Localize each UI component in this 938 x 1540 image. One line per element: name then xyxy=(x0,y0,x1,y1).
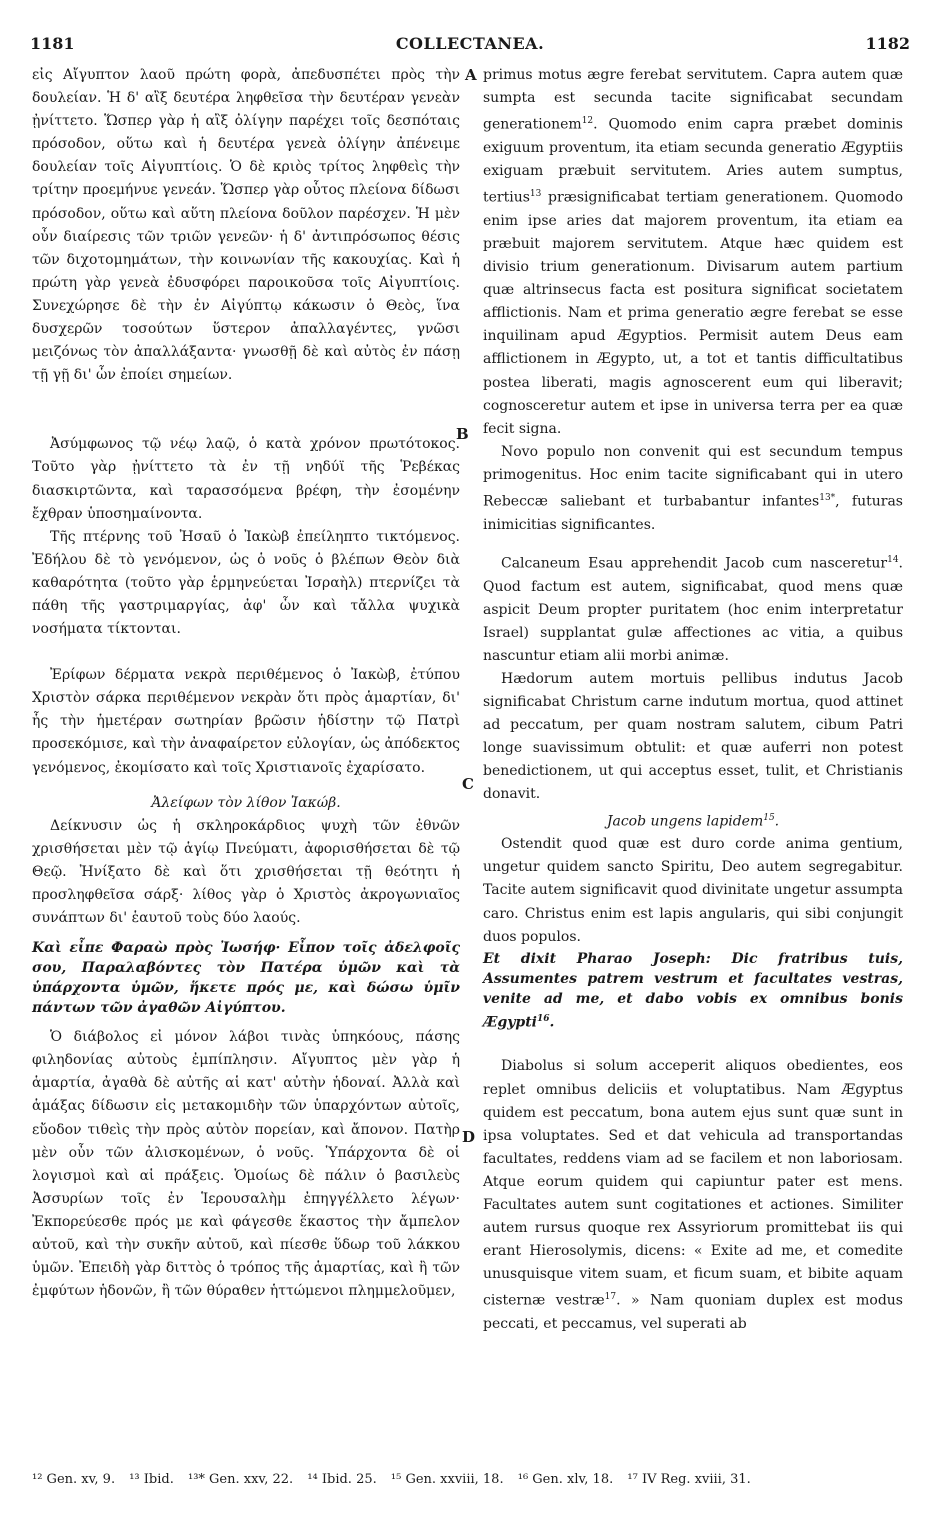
page-header xyxy=(30,34,910,64)
right-page-number: 1182 xyxy=(865,34,910,53)
greek-section-title: Ἀλείφων τὸν λίθον Ἰακώβ. xyxy=(151,794,341,811)
footnote-ref: 17 xyxy=(604,1292,617,1303)
footnote-17: ¹⁷ IV Reg. xviii, 31. xyxy=(627,1472,751,1487)
greek-paragraph-2: Ἀσύμφωνος τῷ νέῳ λαῷ, ὁ κατὰ χρόνον πρωτότοκος. Τοῦτο γὰρ ᾐνίττετο τὰ ἐν τῇ νηδύϊ τῆς Ῥεβέκας διασκιρτῶντα, καὶ ταρασσόμενα βρέφη, τὴν ἐσομένην ἔχθραν ὑποσημαίνοντα. xyxy=(32,436,460,522)
section-marker-a: A xyxy=(465,66,477,84)
footnote-ref: 14 xyxy=(887,554,899,565)
footnote-14: ¹⁴ Ibid. 25. xyxy=(307,1472,377,1487)
greek-paragraph-6: Ὁ διάβολος εἰ μόνον λάβοι τινὰς ὑπηκόους, πάσης φιληδονίας αὐτοὺς ἐμπίπλησιν. Αἴγυπτος μὲν γὰρ ἡ ἁμαρτία, ἀγαθὰ δὲ αὐτῆς αἱ κατ' αὐτὴν ἡδοναί. Ἀλλὰ καὶ ἁμάξας δίδωσιν εἰς μετακομιδὴν τῶν ὑπαρχόντων αὐτοῖς, εὔοδον τιθεὶς τὴν πρὸς αὐτὸν πορείαν, καὶ ἄπονον. Πατὴρ μὲν οὖν τῶν ἁλισκομένων, ὁ νοῦς. Ὑπάρχοντα δὲ οἱ λογισμοὶ καὶ αἱ πράξεις. Ὁμοίως δὲ πάλιν ὁ βασιλεὺς Ἀσσυρίων τοῖς ἐν Ἱερουσαλὴμ ἐπηγγέλλετο λέγων· Ἐκπορεύεσθε πρός με καὶ φάγεσθε ἕκαστος τὴν ἄμπελον αὐτοῦ, καὶ τὴν συκῆν αὐτοῦ, καὶ πίεσθε ὕδωρ τοῦ λάκκου ὑμῶν. Ἐπειδὴ γὰρ διττὸς ὁ τρόπος τῆς ἁμαρτίας, καὶ ἢ τῶν ἐμφύτων ἡδονῶν, ἢ τῶν θύραθεν ἡττώμενοι πλημμελοῦμεν, xyxy=(32,1029,460,1300)
footnote-16: ¹⁶ Gen. xlv, 18. xyxy=(517,1472,614,1487)
latin-paragraph-6: Diabolus si solum acceperit aliquos obedientes, eos replet omnibus deliciis et voluptatibus. Nam Ægyptus quidem est peccatum, bona autem ejus sunt quæ sunt in ipsa voluptates. Sed et dat vehicula ad transportandas facultates, reddens viam ad se facilem et non laboriosam. Atque eorum quidem qui capiuntur pater est mens. Facultates autem sunt cogitationes et actiones. Similiter autem rursus quoque rex Assyriorum promittebat iis qui erant Hierosolymis, dicens: « Exite ad me, et comedite unusquisque vitem suam, et ficum suam, et bibite aquam cisternæ vestræ$^{17}$. » Nam quoniam duplex est modus peccati, et peccamus, vel superati ab xyxy=(483,1058,903,1333)
section-marker-b: B xyxy=(456,425,469,443)
footnote-12: ¹² Gen. xv, 9. xyxy=(32,1472,116,1487)
latin-paragraph-3: Calcaneum Esau apprehendit Jacob cum nasceretur$^{14}$. Quod factum est autem, significabat, quod mens quæ aspicit Deum propter puritatem (hoc enim interpretatur Israel) supplantat gulæ affectiones ac vitia, a quibus nascuntur etiam alii morbi animæ. xyxy=(483,554,903,664)
latin-column xyxy=(483,64,903,1336)
footnote-15: ¹⁵ Gen. xxviii, 18. xyxy=(390,1472,504,1487)
latin-paragraph-2: Novo populo non convenit qui est secundum tempus primogenitus. Hoc enim tacite significabant qui in utero Rebeccæ saliebant et turbabantur infantes$^{13*}$, futuras inimicitias significantes. xyxy=(483,443,903,533)
latin-paragraph-5: Ostendit quod quæ est duro corde anima gentium, ungetur quidem sancto Spiritu, Deo autem segregabitur. Tacite autem significavit quod divinitate ungetur assumpta caro. Christus enim est lapis angularis, qui sibi conjungit duos populos. xyxy=(483,836,903,945)
latin-paragraph-4: Hædorum autem mortuis pellibus indutus Jacob significabat Christum carne indutum mortua, quod attinet ad peccatum, per quam nostram salutem, cibum Patri longe suavissimum obtulit: et quæ auferri non potest benedictionem, ut qui acceptus esset, tulit, et Christianis donavit. xyxy=(483,670,903,803)
section-marker-c: C xyxy=(462,775,474,793)
greek-scripture-quote: Καὶ εἶπε Φαραὼ πρὸς Ἰωσήφ· Εἶπον τοῖς ἀδελφοῖς σου, Παραλαβόντες τὸν Πατέρα ὑμῶν καὶ τὰ ὑπάρχοντα ὑμῶν, ἥκετε πρός με, καὶ δώσω ὑμῖν πάντων τῶν ἀγαθῶν Αἰγύπτου. xyxy=(32,940,460,1017)
footnote-ref: 15 xyxy=(763,812,775,823)
greek-paragraph-5: Δείκνυσιν ὡς ἡ σκληροκάρδιος ψυχὴ τῶν ἐθνῶν χρισθήσεται μὲν τῷ ἁγίῳ Πνεύματι, ἀφορισθήσεται δὲ τῷ Θεῷ. Ἠνίξατο δὲ καὶ ὅτι χρισθήσεται τῇ θεότητι ἡ προσληφθεῖσα σάρξ· λίθος γὰρ ὁ Χριστὸς ἀκρογωνιαῖος συνάπτων δι' ἑαυτοῦ τοὺς δύο λαούς. xyxy=(32,817,460,927)
footnote-ref: 16 xyxy=(536,1013,550,1024)
footnote-ref: 13 xyxy=(529,189,542,200)
latin-scripture-quote: Et dixit Pharao Joseph: Dic fratribus tuis, Assumentes patrem vestrum et facultates vestras, venite ad me, et dabo vobis ex omnibus bonis Ægypti$^{16}$. xyxy=(483,950,903,1031)
footnote-ref: 13* xyxy=(819,493,836,503)
greek-paragraph-4: Ἐρίφων δέρματα νεκρὰ περιθέμενος ὁ Ἰακὼβ, ἐτύπου Χριστὸν σάρκα περιθέμενον νεκρὰν ὅτι πρὸς ἁμαρτίαν, δι' ἧς τὴν ἡμετέραν σωτηρίαν βρῶσιν ἡδίστην τῷ Πατρὶ προσεκόμισε, καὶ τὴν ἀναφαίρετον εὐλογίαν, ὡς ἀπόδεκτος γενόμενος, ἐκομίσατο καὶ τοῖς Χριστιανοῖς ἐχαρίσατο. xyxy=(32,667,460,776)
footnote-13-star: ¹³* Gen. xxv, 22. xyxy=(187,1472,294,1487)
footnotes xyxy=(32,1470,912,1489)
running-title: COLLECTANEA. xyxy=(395,34,545,53)
footnote-13: ¹³ Ibid. xyxy=(129,1472,174,1487)
footnote-ref: 12 xyxy=(581,116,594,127)
latin-section-title: Jacob ungens lapidem$^{15}$. xyxy=(606,812,780,830)
greek-paragraph-3: Τῆς πτέρνης τοῦ Ἠσαῦ ὁ Ἰακὼβ ἐπείληπτο τικτόμενος. Ἐδήλου δὲ τὸ γενόμενον, ὡς ὁ νοῦς ὁ βλέπων Θεὸν διὰ καθαρότητα (τοῦτο γὰρ ἑρμηνεύεται Ἰσραὴλ) πτερνίζει τὰ πάθη τῆς γαστριμαργίας, ἀφ' ὧν καὶ τἄλλα ψυχικὰ νοσήματα τίκτονται. xyxy=(32,528,460,638)
latin-paragraph-1: primus motus ægre ferebat servitutem. Capra autem quæ sumpta est secunda tacite significabat secundam generationem$^{12}$. Quomodo enim capra præbet dominis exiguum proventum, ita etiam secunda generatio Ægyptiis exiguam præbuit servitutem. Aries autem sumptus, tertius$^{13}$ præsignificabat tertiam generationem. Quomodo enim ipse aries dat majorem proventum, ita etiam ea præbuit majorem servitutem. Atque hæc quidem est divisio trium generationum. Divisarum autem partium quæ altrinsecus facta est positura significat societatem afflictionis. Nam et prima generatio ægre ferebat se esse inquilinam apud Ægyptios. Permisit autem Deus eam afflictionem in Ægypto, ut, a tot et tantis difficultatibus postea liberati, magis agnoscerent eum qui liberavit; cognosceretur autem et ipse in universa terra per ea quæ fecit signa. xyxy=(483,67,903,437)
section-marker-d: D xyxy=(462,1128,476,1146)
greek-column xyxy=(32,64,460,1303)
left-page-number: 1181 xyxy=(30,34,75,53)
greek-paragraph-1: εἰς Αἴγυπτον λαοῦ πρώτη φορὰ, ἀπεδυσπέτει πρὸς τὴν δουλείαν. Ἡ δ' αἲξ δευτέρα ληφθεῖσα τὴν δευτέραν γενεὰν ᾐνίττετο. Ὥσπερ γὰρ ἡ αἲξ ὀλίγην παρέχει τοῖς δεσπόταις πρόσοδον, οὕτω καὶ ἡ δευτέρα γενεὰ ὀλίγην ἀπένειμε δουλείαν τοῖς Αἰγυπτίοις. Ὁ δὲ κριὸς τρίτος ληφθεὶς τὴν τρίτην προεμήνυε γενεάν. Ὥσπερ γὰρ οὗτος πλείονα δίδωσι πρόσοδον, οὕτω καὶ αὕτη πλείονα δοῦλον παρέσχεν. Ἡ μὲν οὖν διαίρεσις τῶν τριῶν γενεῶν· ἡ δ' ἀντιπρόσωπος θέσις τῶν διχοτομημάτων, τὴν κοινωνίαν τῆς κακουχίας. Καὶ ἡ πρώτη γὰρ γενεὰ ἐδυσφόρει παροικοῦσα τοῖς Αἰγυπτίοις. Συνεχώρησε δὲ τὴν ἐν Αἰγύπτῳ κάκωσιν ὁ Θεὸς, ἵνα δυσχερῶν τοσούτων ὕστερον ἀπαλλαγέντες, γνῶσι μειζόνως τὸν ἀπαλλάξαντα· γνωσθῇ δὲ καὶ αὐτὸς ἐν πάσῃ τῇ γῇ δι' ὧν ἐποίει σημείων. xyxy=(32,67,460,384)
